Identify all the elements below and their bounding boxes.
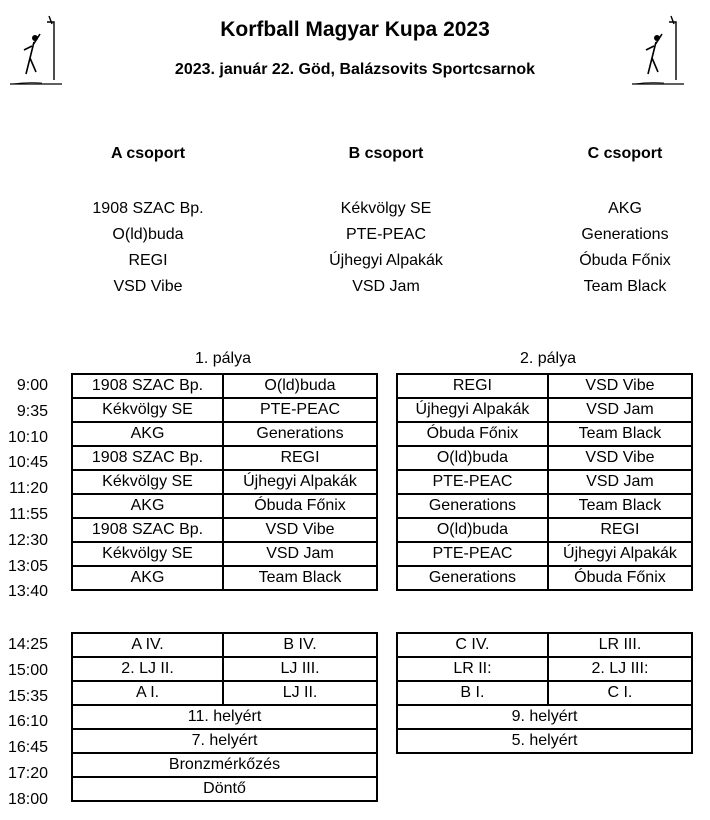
- match-team-cell: 1908 SZAC Bp.: [72, 446, 223, 470]
- match-team-cell: Óbuda Főnix: [548, 566, 692, 590]
- match-team-cell: VSD Jam: [223, 542, 377, 566]
- match-team-cell: Óbuda Főnix: [397, 422, 548, 446]
- match-team-cell: REGI: [223, 446, 377, 470]
- match-team-cell: REGI: [397, 374, 548, 398]
- group-team: VSD Vibe: [113, 278, 183, 295]
- time-slot: 16:45: [7, 739, 48, 757]
- match-team-cell: VSD Jam: [548, 398, 692, 422]
- match-team-cell: Team Black: [548, 422, 692, 446]
- time-slot: 11:55: [9, 506, 48, 523]
- group-team-list: [281, 196, 491, 300]
- match-team-cell: C I.: [548, 681, 692, 705]
- group-c: [520, 144, 710, 300]
- time-slot: 12:30: [7, 531, 48, 549]
- match-placement-cell: 5. helyért: [397, 729, 692, 753]
- group-team: REGI: [128, 252, 168, 269]
- time-slot: 17:20: [7, 765, 48, 782]
- match-team-cell: LR II:: [397, 657, 548, 681]
- time-slot: 15:35: [7, 687, 48, 705]
- match-team-cell: Kékvölgy SE: [72, 470, 223, 494]
- court-1-label: 1. pálya: [194, 350, 252, 367]
- group-team: O(ld)buda: [112, 226, 184, 243]
- match-team-cell: B I.: [397, 681, 548, 705]
- match-row: [72, 753, 377, 777]
- match-row: [397, 681, 692, 705]
- group-team: Kékvölgy SE: [340, 200, 432, 217]
- match-placement-cell: Döntő: [72, 777, 377, 801]
- match-placement-cell: Bronzmérkőzés: [72, 753, 377, 777]
- group-a: [43, 144, 253, 300]
- match-team-cell: PTE-PEAC: [223, 398, 377, 422]
- match-row: [72, 542, 377, 566]
- match-row: [72, 470, 377, 494]
- group-b: [281, 144, 491, 300]
- match-row: [397, 398, 692, 422]
- match-row: [397, 729, 692, 753]
- court-1-table: [71, 373, 378, 591]
- group-team: Generations: [581, 226, 669, 243]
- match-team-cell: PTE-PEAC: [397, 542, 548, 566]
- match-team-cell: VSD Jam: [548, 470, 692, 494]
- match-row: [72, 518, 377, 542]
- match-team-cell: Generations: [223, 422, 377, 446]
- match-row: [72, 398, 377, 422]
- match-row: [72, 422, 377, 446]
- match-row: [72, 494, 377, 518]
- match-team-cell: O(ld)buda: [223, 374, 377, 398]
- match-row: [72, 681, 377, 705]
- match-row: [397, 633, 692, 657]
- match-team-cell: Újhegyi Alpakák: [548, 542, 692, 566]
- match-row: [397, 422, 692, 446]
- match-team-cell: LJ III.: [223, 657, 377, 681]
- time-slot: 9:35: [16, 402, 48, 420]
- time-slot: 10:45: [7, 454, 48, 472]
- group-name: C csoport: [587, 145, 663, 162]
- page-title: Korfball Magyar Kupa 2023: [220, 18, 490, 41]
- match-team-cell: Újhegyi Alpakák: [397, 398, 548, 422]
- match-team-cell: Team Black: [548, 494, 692, 518]
- match-team-cell: AKG: [72, 566, 223, 590]
- match-team-cell: C IV.: [397, 633, 548, 657]
- match-team-cell: A IV.: [72, 633, 223, 657]
- match-team-cell: Óbuda Főnix: [223, 494, 377, 518]
- group-team: AKG: [608, 200, 642, 217]
- match-team-cell: B IV.: [223, 633, 377, 657]
- match-team-cell: VSD Vibe: [548, 374, 692, 398]
- group-team: Óbuda Főnix: [579, 252, 671, 269]
- time-slot: 16:10: [7, 713, 48, 731]
- page-subtitle: 2023. január 22. Göd, Balázsovits Sportcsarnok: [174, 61, 536, 78]
- match-team-cell: REGI: [548, 518, 692, 542]
- match-team-cell: 2. LJ II.: [72, 657, 223, 681]
- group-team: 1908 SZAC Bp.: [92, 200, 204, 217]
- match-team-cell: Kékvölgy SE: [72, 398, 223, 422]
- match-row: [397, 446, 692, 470]
- match-row: [72, 705, 377, 729]
- match-team-cell: AKG: [72, 422, 223, 446]
- time-slot: 14:25: [7, 636, 48, 653]
- match-team-cell: Kékvölgy SE: [72, 542, 223, 566]
- time-slot: 9:00: [16, 377, 48, 394]
- match-row: [72, 777, 377, 801]
- match-row: [397, 470, 692, 494]
- match-row: [72, 633, 377, 657]
- match-row: [72, 374, 377, 398]
- match-team-cell: VSD Vibe: [223, 518, 377, 542]
- time-slot: 18:00: [7, 790, 48, 808]
- match-team-cell: Generations: [397, 566, 548, 590]
- match-row: [397, 705, 692, 729]
- match-team-cell: Team Black: [223, 566, 377, 590]
- match-row: [397, 566, 692, 590]
- court-2-table: [396, 632, 693, 754]
- match-team-cell: LJ II.: [223, 681, 377, 705]
- match-placement-cell: 7. helyért: [72, 729, 377, 753]
- group-team-list: [43, 196, 253, 300]
- group-name: A csoport: [110, 145, 186, 162]
- match-team-cell: PTE-PEAC: [397, 470, 548, 494]
- match-row: [72, 729, 377, 753]
- match-team-cell: LR III.: [548, 633, 692, 657]
- match-team-cell: Generations: [397, 494, 548, 518]
- match-row: [397, 657, 692, 681]
- match-team-cell: 2. LJ III:: [548, 657, 692, 681]
- group-name: B csoport: [348, 145, 424, 162]
- match-row: [397, 542, 692, 566]
- court-2-table: [396, 373, 693, 591]
- match-row: [397, 374, 692, 398]
- court-2-label: 2. pálya: [519, 350, 577, 367]
- match-team-cell: O(ld)buda: [397, 446, 548, 470]
- match-row: [397, 494, 692, 518]
- group-team: Újhegyi Alpakák: [329, 252, 443, 269]
- match-team-cell: AKG: [72, 494, 223, 518]
- match-row: [72, 446, 377, 470]
- match-placement-cell: 11. helyért: [72, 705, 377, 729]
- match-row: [397, 518, 692, 542]
- time-slot: 11:20: [9, 480, 48, 498]
- group-team: VSD Jam: [352, 278, 420, 295]
- match-team-cell: 1908 SZAC Bp.: [72, 518, 223, 542]
- match-team-cell: Újhegyi Alpakák: [223, 470, 377, 494]
- match-team-cell: VSD Vibe: [548, 446, 692, 470]
- match-team-cell: A I.: [72, 681, 223, 705]
- match-team-cell: O(ld)buda: [397, 518, 548, 542]
- match-row: [72, 657, 377, 681]
- time-slot: 13:40: [7, 583, 48, 601]
- court-1-table: [71, 632, 378, 802]
- time-slot: 13:05: [7, 557, 48, 575]
- match-team-cell: 1908 SZAC Bp.: [72, 374, 223, 398]
- match-row: [72, 566, 377, 590]
- group-team: PTE-PEAC: [345, 226, 426, 243]
- time-slot: 15:00: [7, 661, 48, 679]
- group-team-list: [520, 196, 710, 300]
- group-team: Team Black: [583, 278, 667, 295]
- match-placement-cell: 9. helyért: [397, 705, 692, 729]
- time-slot: 10:10: [7, 428, 48, 446]
